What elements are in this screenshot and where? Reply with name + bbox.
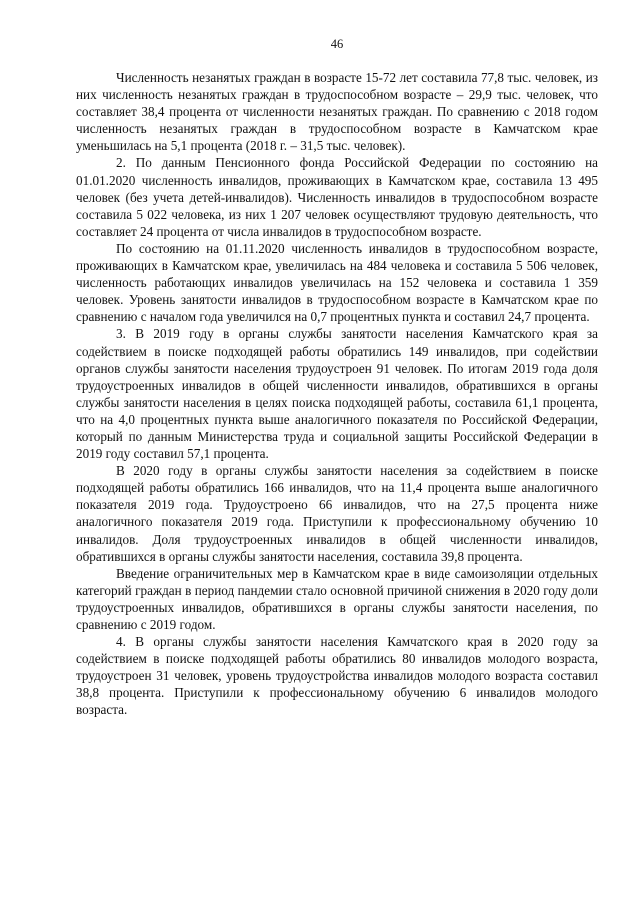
document-body	[76, 69, 598, 719]
paragraph-employment-service-2020: В 2020 году в органы службы занятости населения за содействием в поиске подходящей работы обратились 166 инвалидов, что на 11,4 процента выше аналогичного показателя 2019 года. Трудоустроено 66 инвалидов, что на 27,5 процента ниже аналогичного показателя 2019 года. Приступили к профессиональному обучению 10 инвалидов. Доля трудоустроенных инвалидов в общей численности инвалидов, обратившихся в органы службы занятости населения, составила 39,8 процента.	[76, 463, 598, 564]
paragraph-unemployed-citizens: Численность незанятых граждан в возрасте 15-72 лет составила 77,8 тыс. человек, из них численность незанятых граждан в трудоспособном возрасте – 29,9 тыс. человек, что составляет 38,4 процента от численности незанятых граждан. По сравнению с 2018 годом численность незанятых граждан в трудоспособном возрасте в Камчатском крае уменьшилась на 5,1 процента (2018 г. – 31,5 тыс. человек).	[76, 70, 598, 154]
paragraph-disabled-count-2020: 2. По данным Пенсионного фонда Российской Федерации по состоянию на 01.01.2020 численность инвалидов, проживающих в Камчатском крае, составила 13 495 человек (без учета детей-инвалидов). Численность инвалидов в трудоспособном возрасте составила 5 022 человека, из них 1 207 человек осуществляют трудовую деятельность, что составляет 24 процента от числа инвалидов в трудоспособном возрасте.	[76, 155, 598, 239]
paragraph-disabled-november-2020: По состоянию на 01.11.2020 численность инвалидов в трудоспособном возрасте, проживающих в Камчатском крае, увеличилась на 484 человека и составила 5 506 человек, численность работающих инвалидов увеличилась на 152 человека и составила 1 359 человек. Уровень занятости инвалидов в трудоспособном возрасте в Камчатском крае по сравнению с началом года увеличился на 0,7 процентных пункта и составил 24,7 процента.	[76, 240, 598, 325]
paragraph-young-disabled: 4. В органы службы занятости населения Камчатского края в 2020 году за содействием в поиске подходящей работы обратились 80 инвалидов молодого возраста, трудоустроен 31 человек, уровень трудоустройства инвалидов молодого возраста составил 38,8 процента. Приступили к профессиональному обучению 6 инвалидов молодого возраста.	[76, 634, 598, 718]
paragraph-employment-service-2019: 3. В 2019 году в органы службы занятости населения Камчатского края за содействием в поиске подходящей работы обратились 149 инвалидов, при содействии органов службы занятости населения трудоустроен 91 человек. По итогам 2019 года доля трудоустроенных инвалидов в общей численности инвалидов, обратившихся в органы службы занятости населения в целях поиска подходящей работы, составила 61,1 процента, что на 4,0 процентных пункта выше аналогичного показателя по Российской Федерации, который по данным Министерства труда и социальной защиты Российской Федерации в 2019 году составил 57,1 процента.	[76, 326, 598, 462]
page-number: 46	[330, 37, 344, 51]
paragraph-pandemic-restrictions: Введение ограничительных мер в Камчатском крае в виде самоизоляции отдельных категорий граждан в период пандемии стало основной причиной снижения в 2020 году доли трудоустроенных инвалидов, обратившихся в органы службы занятости населения, по сравнению с 2019 годом.	[76, 565, 598, 632]
